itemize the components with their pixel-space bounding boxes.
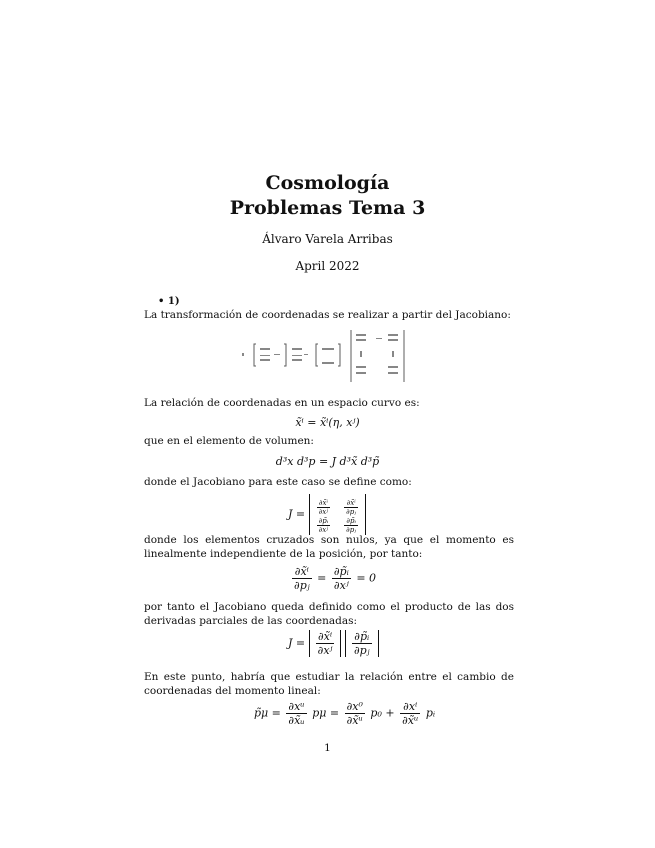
paragraph-4: donde el Jacobiano para este caso se define como: — [144, 476, 412, 488]
section-label: 1) — [167, 296, 180, 307]
page-number: 1 — [324, 742, 331, 754]
equation-momentum: p̃μ = $\frac{\text{∂xᵘ}}{\text{∂x̃ᵤ}}$ pμ = $\frac{\text{∂x⁰}}{\text{∂x̃ᵘ}}$ p₀ + $\frac{\text{∂xⁱ}}{\text{∂x̃ᵘ}}$ pᵢ — [254, 700, 436, 727]
equation-volume: d³x d³p = J d³x̃ d³p̃ — [275, 455, 380, 468]
jacobian-figure — [238, 326, 413, 386]
date: April 2022 — [295, 259, 360, 273]
momentum-term-b: pᵢ — [425, 706, 436, 720]
jacobian-determinant: $\frac{\text{∂x̃ⁱ}}{\text{∂xʲ}}$ $\frac{\text{∂x̃ⁱ}}{\text{∂pⱼ}}$ $\frac{\text{∂p̃ᵢ}}{\text{∂xʲ}}$ $\frac{\text{∂p̃ᵢ}}{\text{∂pⱼ}}$ — [309, 494, 366, 535]
paragraph-5: donde los elementos cruzados son nulos, ya que el momento es linealmente independiente de la posición, por tanto: — [144, 534, 514, 560]
paragraph-7: En este punto, habría que estudiar la relación entre el cambio de coordenadas del momento lineal: — [144, 671, 514, 697]
jacobian-lhs: J = — [288, 507, 306, 521]
paragraph-1: La transformación de coordenadas se realizar a partir del Jacobiano: — [144, 309, 511, 321]
momentum-lhs: p̃μ = — [254, 706, 281, 720]
paragraph-2: La relación de coordenadas en un espacio curvo es: — [144, 397, 420, 409]
jacobian-product-lhs: J = — [288, 636, 306, 650]
title-line-2: Problemas Tema 3 — [229, 197, 426, 219]
equation-cross-terms: $\frac{\text{∂x̃ⁱ}}{\text{∂pⱼ}}$ = $\frac{\text{∂p̃ᵢ}}{\text{∂xʲ}}$ = 0 — [294, 565, 377, 592]
equation-jacobian-matrix — [288, 494, 366, 535]
paragraph-3: que en el elemento de volumen: — [144, 435, 314, 447]
equation-coordinates: x̃ⁱ = x̃ⁱ(η, xʲ) — [295, 416, 360, 429]
section-heading — [158, 296, 180, 307]
title-line-1: Cosmología — [265, 172, 390, 194]
author: Álvaro Varela Arribas — [262, 232, 393, 246]
momentum-term-a: p₀ + — [370, 706, 395, 720]
equation-jacobian-product: J = $\frac{\text{∂x̃ⁱ}}{\text{∂xʲ}}$ $\frac{\text{∂p̃ᵢ}}{\text{∂pⱼ}}$ — [288, 630, 379, 657]
paragraph-6: por tanto el Jacobiano queda definido como el producto de las dos derivadas parciales de las coordenadas: — [144, 601, 514, 627]
cross-terms-rhs: = 0 — [356, 571, 377, 585]
bullet: • — [158, 296, 165, 307]
momentum-mid: pμ = — [312, 706, 340, 720]
